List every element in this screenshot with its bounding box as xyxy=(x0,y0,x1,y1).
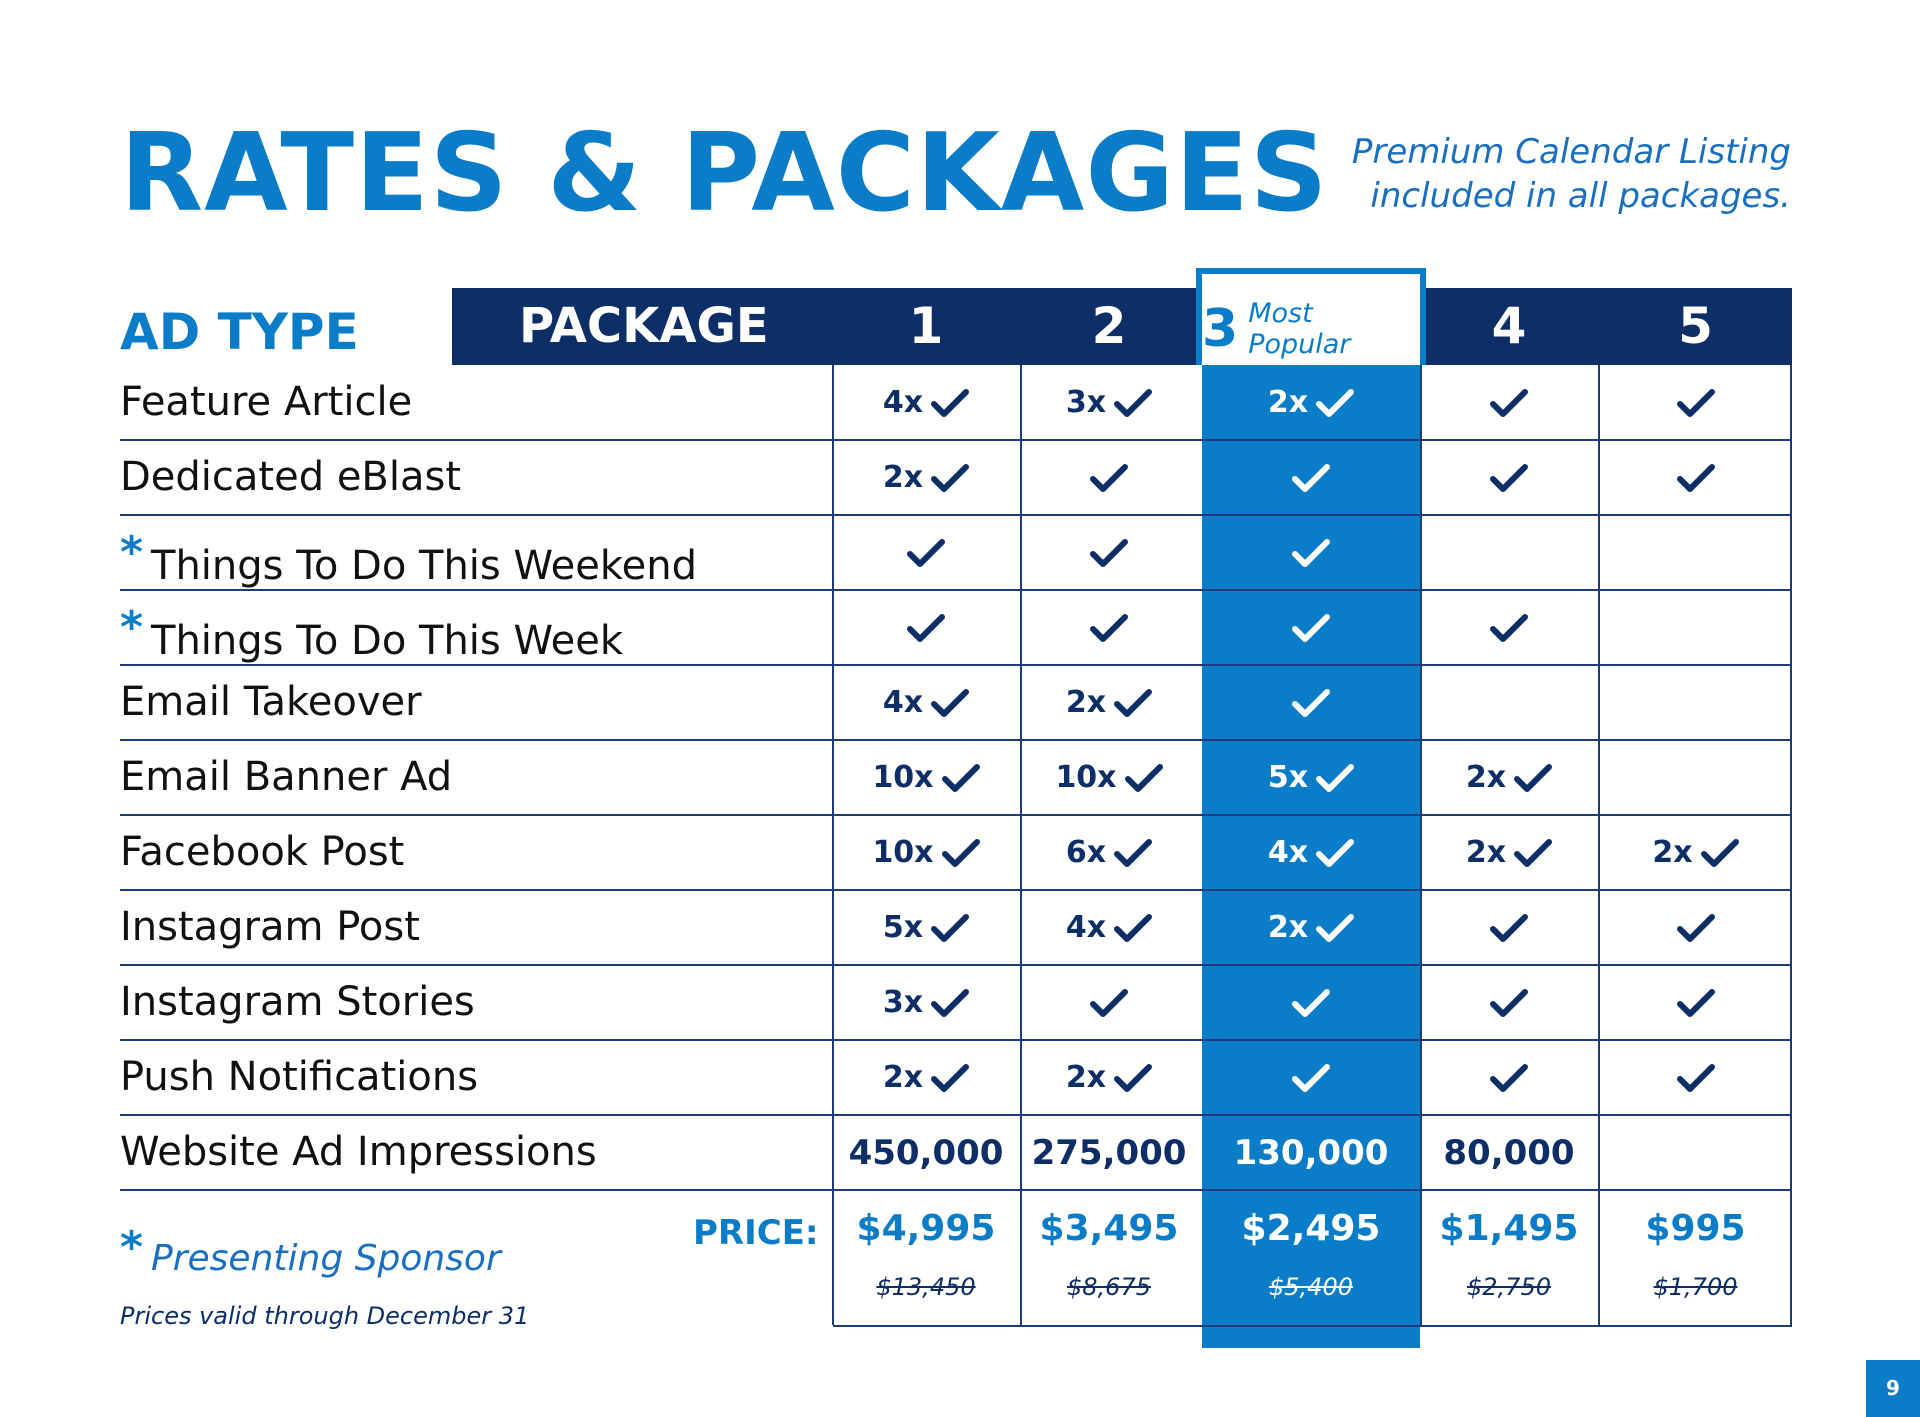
frequency-text: 10x xyxy=(872,835,934,870)
table-row xyxy=(120,890,1792,965)
row-label xyxy=(120,890,420,965)
most-popular-tag: Most Popular xyxy=(1248,297,1351,360)
note-line-1: Premium Calendar Listing xyxy=(1351,132,1791,172)
row-label-text: Things To Do This Weekend xyxy=(151,543,697,589)
cell-package-1 xyxy=(833,515,1019,590)
row-label-text: Facebook Post xyxy=(120,829,405,875)
check-icon xyxy=(1292,688,1330,718)
check-icon xyxy=(907,538,945,568)
cell-package-2 xyxy=(1021,515,1197,590)
presenting-sponsor-note xyxy=(120,1222,501,1279)
frequency-text: 10x xyxy=(1055,760,1117,795)
cell-package-3 xyxy=(1202,890,1420,965)
column-header-3-number: 3 xyxy=(1202,298,1239,359)
check-icon xyxy=(942,763,980,793)
check-icon xyxy=(1514,838,1552,868)
frequency-text: 2x xyxy=(1465,760,1507,795)
frequency-text: 6x xyxy=(1065,835,1107,870)
check-icon xyxy=(1090,613,1128,643)
check-icon xyxy=(1490,613,1528,643)
row-label-text: Email Takeover xyxy=(120,679,422,725)
frequency-text: 2x xyxy=(1267,910,1309,945)
table-row xyxy=(120,365,1792,440)
package-heading: PACKAGE xyxy=(519,298,769,354)
cell-package-3 xyxy=(1202,1115,1420,1190)
cell-package-1 xyxy=(833,890,1019,965)
cell-package-4 xyxy=(1421,965,1597,1040)
check-icon xyxy=(931,913,969,943)
column-divider xyxy=(1598,365,1600,1325)
check-icon xyxy=(1292,538,1330,568)
check-icon xyxy=(1114,1063,1152,1093)
price-package-2: $3,495 xyxy=(1039,1208,1179,1249)
cell-package-4 xyxy=(1421,740,1597,815)
check-icon xyxy=(1114,913,1152,943)
check-icon xyxy=(1316,388,1354,418)
presenting-sponsor-text: Presenting Sponsor xyxy=(151,1238,501,1279)
page-number: 9 xyxy=(1866,1360,1920,1417)
column-header-1: 1 xyxy=(908,297,944,355)
cell-package-1 xyxy=(833,365,1019,440)
check-icon xyxy=(1090,463,1128,493)
cell-package-1 xyxy=(833,1115,1019,1190)
price-package-3: $2,495 xyxy=(1241,1208,1381,1249)
row-label xyxy=(120,740,452,815)
frequency-text: 2x xyxy=(882,460,924,495)
impressions-value: 130,000 xyxy=(1233,1132,1389,1173)
column-divider xyxy=(1790,365,1792,1325)
cell-package-3 xyxy=(1202,665,1420,740)
impressions-value: 450,000 xyxy=(848,1132,1004,1173)
table-row xyxy=(120,665,1792,740)
table-row xyxy=(120,1040,1792,1115)
cell-package-2 xyxy=(1021,1040,1197,1115)
cell-package-3 xyxy=(1202,365,1420,440)
cell-package-4 xyxy=(1421,440,1597,515)
check-icon xyxy=(1490,913,1528,943)
check-icon xyxy=(931,1063,969,1093)
note-line-2: included in all packages. xyxy=(1370,176,1791,216)
check-icon xyxy=(1490,1063,1528,1093)
cell-package-2 xyxy=(1021,815,1197,890)
cell-package-4 xyxy=(1421,890,1597,965)
cell-package-4 xyxy=(1421,515,1597,590)
check-icon xyxy=(1292,613,1330,643)
cell-package-3 xyxy=(1202,740,1420,815)
check-icon xyxy=(1114,688,1152,718)
cell-package-5 xyxy=(1599,890,1792,965)
row-label xyxy=(120,365,412,440)
check-icon xyxy=(1701,838,1739,868)
check-icon xyxy=(931,463,969,493)
cell-package-2 xyxy=(1021,740,1197,815)
frequency-text: 2x xyxy=(1065,1060,1107,1095)
check-icon xyxy=(1090,988,1128,1018)
cell-package-5 xyxy=(1599,440,1792,515)
cell-package-2 xyxy=(1021,890,1197,965)
column-header-4: 4 xyxy=(1491,297,1527,355)
frequency-text: 3x xyxy=(882,985,924,1020)
cell-package-5 xyxy=(1599,740,1792,815)
frequency-text: 2x xyxy=(1267,385,1309,420)
check-icon xyxy=(1677,388,1715,418)
cell-package-4 xyxy=(1421,1115,1597,1190)
ad-type-heading: AD TYPE xyxy=(120,303,359,361)
row-label xyxy=(120,1115,597,1190)
check-icon xyxy=(1490,988,1528,1018)
row-label-text: Instagram Post xyxy=(120,904,420,950)
cell-package-4 xyxy=(1421,1040,1597,1115)
check-icon xyxy=(1125,763,1163,793)
table-row xyxy=(120,590,1792,665)
table-row xyxy=(120,740,1792,815)
table-row xyxy=(120,1115,1792,1190)
row-label xyxy=(120,1040,478,1115)
original-price-text: $2,750 xyxy=(1467,1273,1551,1301)
asterisk: * xyxy=(120,527,144,578)
cell-package-1 xyxy=(833,965,1019,1040)
original-price-package-2 xyxy=(1021,1273,1197,1301)
cell-package-2 xyxy=(1021,965,1197,1040)
cell-package-5 xyxy=(1599,1040,1792,1115)
impressions-value: 275,000 xyxy=(1031,1132,1187,1173)
check-icon xyxy=(931,988,969,1018)
row-label xyxy=(120,965,475,1040)
column-header-2: 2 xyxy=(1091,297,1127,355)
check-icon xyxy=(1292,988,1330,1018)
check-icon xyxy=(1292,463,1330,493)
cell-package-3 xyxy=(1202,515,1420,590)
check-icon xyxy=(942,838,980,868)
cell-package-5 xyxy=(1599,515,1792,590)
original-price-package-4 xyxy=(1421,1273,1597,1301)
check-icon xyxy=(1677,913,1715,943)
column-header-3 xyxy=(1196,268,1426,365)
cell-package-1 xyxy=(833,815,1019,890)
frequency-text: 5x xyxy=(882,910,924,945)
original-price-package-3 xyxy=(1202,1273,1420,1301)
cell-package-1 xyxy=(833,590,1019,665)
frequency-text: 3x xyxy=(1065,385,1107,420)
check-icon xyxy=(931,688,969,718)
check-icon xyxy=(1316,913,1354,943)
table-row xyxy=(120,440,1792,515)
cell-package-5 xyxy=(1599,965,1792,1040)
cell-package-2 xyxy=(1021,365,1197,440)
check-icon xyxy=(1114,388,1152,418)
cell-package-3 xyxy=(1202,965,1420,1040)
original-price-package-1 xyxy=(833,1273,1019,1301)
cell-package-5 xyxy=(1599,365,1792,440)
price-label: PRICE: xyxy=(693,1213,819,1253)
impressions-value: 80,000 xyxy=(1443,1132,1575,1173)
price-package-4: $1,495 xyxy=(1439,1208,1579,1249)
cell-package-3 xyxy=(1202,440,1420,515)
original-price-text: $13,450 xyxy=(876,1273,976,1301)
frequency-text: 2x xyxy=(1652,835,1693,870)
cell-package-3 xyxy=(1202,815,1420,890)
table-row xyxy=(120,965,1792,1040)
frequency-text: 4x xyxy=(1065,910,1107,945)
frequency-text: 4x xyxy=(882,685,924,720)
asterisk: * xyxy=(120,1222,144,1273)
cell-package-2 xyxy=(1021,1115,1197,1190)
calendar-listing-note xyxy=(1352,130,1791,218)
prices-valid-note: Prices valid through December 31 xyxy=(120,1302,530,1330)
row-label-text: Dedicated eBlast xyxy=(120,454,462,500)
row-label-text: Instagram Stories xyxy=(120,979,475,1025)
cell-package-2 xyxy=(1021,440,1197,515)
column-divider xyxy=(832,365,834,1325)
check-icon xyxy=(907,613,945,643)
frequency-text: 10x xyxy=(872,760,934,795)
table-row xyxy=(120,515,1792,590)
check-icon xyxy=(1316,838,1354,868)
page-title: RATES & PACKAGES xyxy=(120,111,1329,236)
row-label xyxy=(120,665,422,740)
check-icon xyxy=(1292,1063,1330,1093)
row-label-text: Email Banner Ad xyxy=(120,754,453,800)
cell-package-4 xyxy=(1421,665,1597,740)
row-label-text: Website Ad Impressions xyxy=(120,1129,597,1175)
column-header-5: 5 xyxy=(1678,297,1713,355)
cell-package-1 xyxy=(833,440,1019,515)
cell-package-1 xyxy=(833,665,1019,740)
row-label-text: Feature Article xyxy=(120,379,413,425)
cell-package-4 xyxy=(1421,815,1597,890)
table-bottom-border xyxy=(833,1325,1792,1327)
cell-package-1 xyxy=(833,1040,1019,1115)
row-label xyxy=(120,515,697,590)
check-icon xyxy=(1490,463,1528,493)
check-icon xyxy=(1514,763,1552,793)
asterisk: * xyxy=(120,602,144,653)
cell-package-5 xyxy=(1599,815,1792,890)
original-price-text: $5,400 xyxy=(1269,1273,1353,1301)
check-icon xyxy=(1114,838,1152,868)
column-divider xyxy=(1020,365,1022,1325)
frequency-text: 5x xyxy=(1267,760,1309,795)
cell-package-1 xyxy=(833,740,1019,815)
row-label-text: Things To Do This Week xyxy=(151,618,624,664)
cell-package-3 xyxy=(1202,1040,1420,1115)
row-label-text: Push Notifications xyxy=(120,1054,479,1100)
cell-package-2 xyxy=(1021,590,1197,665)
cell-package-2 xyxy=(1021,665,1197,740)
original-price-text: $8,675 xyxy=(1067,1273,1151,1301)
cell-package-3 xyxy=(1202,590,1420,665)
cell-package-5 xyxy=(1599,1115,1792,1190)
check-icon xyxy=(1677,988,1715,1018)
cell-package-5 xyxy=(1599,590,1792,665)
check-icon xyxy=(1677,1063,1715,1093)
original-price-package-5 xyxy=(1599,1273,1792,1301)
row-divider xyxy=(120,1189,1792,1191)
frequency-text: 4x xyxy=(882,385,924,420)
table-row xyxy=(120,815,1792,890)
frequency-text: 2x xyxy=(1465,835,1507,870)
row-label xyxy=(120,590,623,665)
frequency-text: 2x xyxy=(1065,685,1107,720)
frequency-text: 4x xyxy=(1267,835,1309,870)
check-icon xyxy=(1090,538,1128,568)
check-icon xyxy=(1316,763,1354,793)
row-label xyxy=(120,440,461,515)
price-package-1: $4,995 xyxy=(856,1208,996,1249)
check-icon xyxy=(931,388,969,418)
original-price-text: $1,700 xyxy=(1653,1273,1738,1301)
frequency-text: 2x xyxy=(882,1060,924,1095)
cell-package-5 xyxy=(1599,665,1792,740)
row-label xyxy=(120,815,404,890)
check-icon xyxy=(1677,463,1715,493)
cell-package-4 xyxy=(1421,365,1597,440)
cell-package-4 xyxy=(1421,590,1597,665)
column-divider xyxy=(1420,365,1422,1325)
price-package-5: $995 xyxy=(1645,1208,1746,1249)
check-icon xyxy=(1490,388,1528,418)
